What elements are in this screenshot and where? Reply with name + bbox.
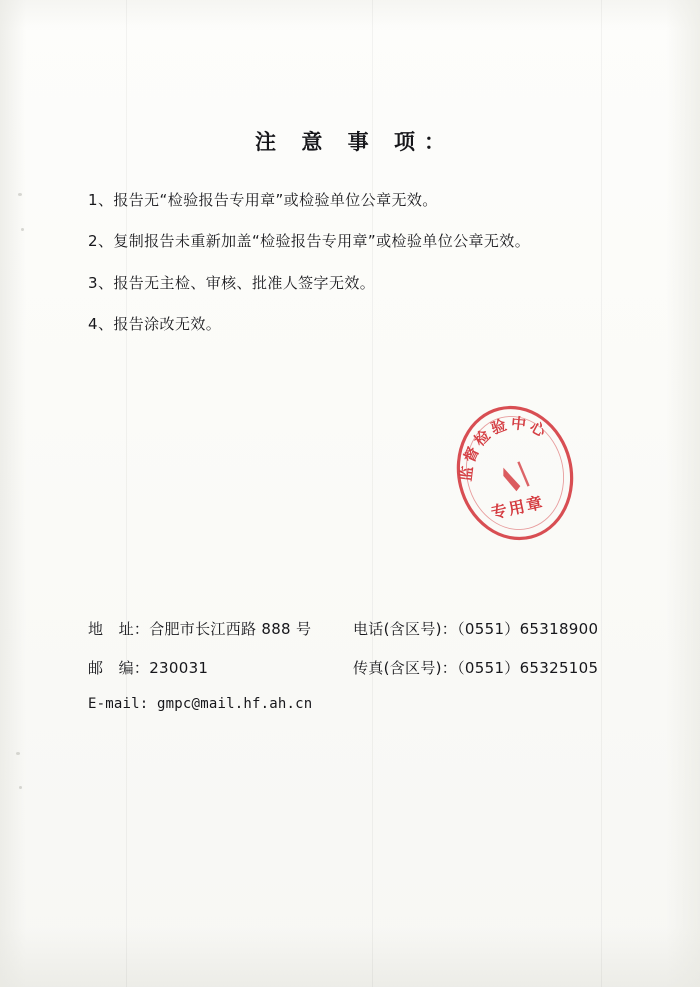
contact-block — [88, 618, 633, 712]
scan-speck — [19, 786, 22, 789]
phone-field — [353, 618, 598, 639]
scan-speck — [18, 193, 22, 196]
note-item-2: 2、复制报告未重新加盖“检验报告专用章”或检验单位公章无效。 — [88, 232, 531, 251]
paper-edge-top — [0, 0, 700, 30]
postcode-label: 邮 编： — [88, 659, 150, 677]
postcode-value: 230031 — [149, 659, 209, 677]
fax-field — [353, 657, 598, 678]
address-label: 地 址： — [88, 620, 150, 638]
scan-speck — [16, 752, 20, 755]
page-title: 注 意 事 项： — [255, 130, 454, 154]
contact-row-address-phone — [88, 618, 633, 639]
scan-speck — [21, 228, 24, 231]
contact-row-postcode-fax — [88, 657, 633, 678]
note-item-1: 1、报告无“检验报告专用章”或检验单位公章无效。 — [88, 191, 438, 209]
phone-value: （0551）65318900 — [457, 620, 599, 638]
official-seal-stamp — [440, 391, 590, 556]
phone-label: 电话(含区号)： — [353, 620, 458, 638]
paper-edge-bottom — [0, 927, 700, 987]
note-item-4: 4、报告涂改无效。 — [88, 314, 222, 333]
email-value: gmpc@mail.hf.ah.cn — [157, 696, 313, 712]
fax-value: （0551）65325105 — [457, 659, 599, 677]
note-item-3: 3、报告无主检、审核、批准人签字无效。 — [88, 273, 376, 292]
address-field — [88, 618, 353, 639]
email-field — [88, 696, 633, 712]
email-label: E-mail: — [88, 696, 149, 712]
postcode-field — [88, 657, 353, 678]
notes-list — [88, 190, 628, 355]
svg-text:监督检验中心: 监督检验中心 — [456, 414, 552, 483]
fax-label: 传真(含区号)： — [353, 659, 458, 677]
address-value: 合肥市长江西路 888 号 — [149, 620, 312, 638]
seal-center-text: 专用章 — [489, 492, 547, 523]
